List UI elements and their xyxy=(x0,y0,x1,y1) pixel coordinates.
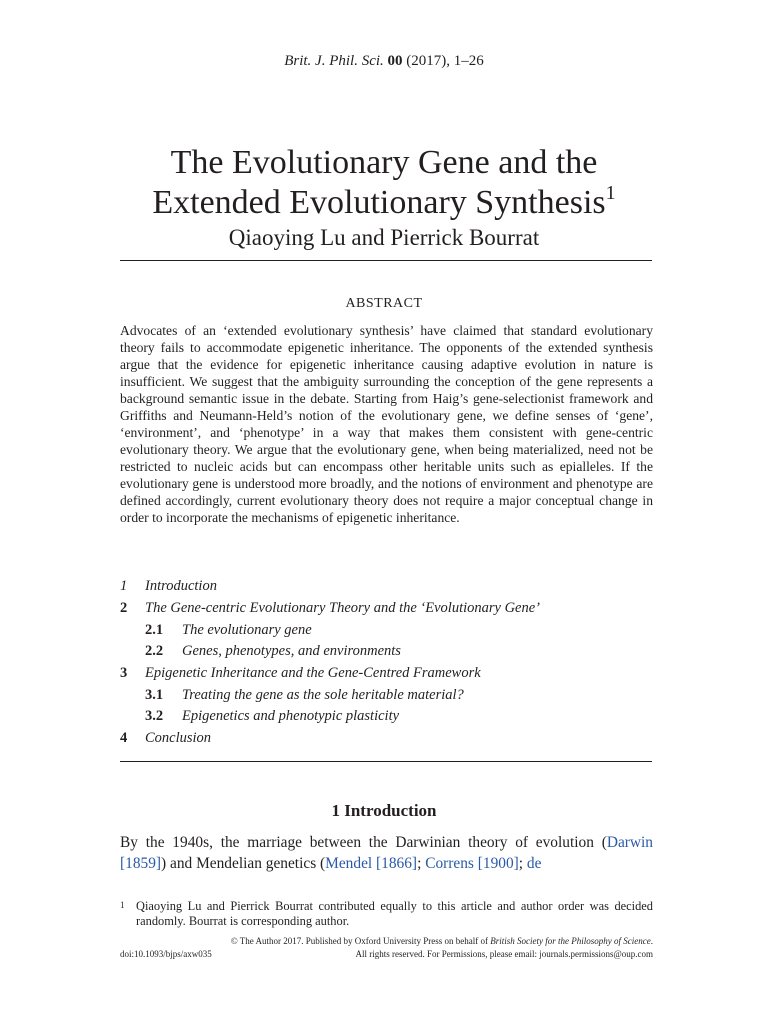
divider-top xyxy=(120,260,652,261)
toc-item-2[interactable] xyxy=(120,598,660,620)
toc-item-2-1[interactable] xyxy=(120,619,660,641)
title-line-1: The Evolutionary Gene and the xyxy=(170,144,598,181)
toc-label: Conclusion xyxy=(145,730,212,747)
paper-title xyxy=(0,143,768,223)
abstract-text: Advocates of an ‘extended evolutionary synthesis’ have claimed that standard evolutionary theory fails to accommodate epigenetic inheritance. The opponents of the extended synthesis argue that the evidence for epigenetic inheritance causing adaptive evolution in nature is insufficient. We suggest that the ambiguity surrounding the conception of the gene represents a background semantic issue in the debate. Starting from Haig’s gene-selectionist framework and Griffiths and Neumann-Held’s notion of the evolutionary gene, we define senses of ‘gene’, ‘environment’, and ‘phenotype’ in a way that makes them consistent with gene-centric evolutionary theory. We argue that the evolutionary gene, when being materialized, need not be restricted to nucleic acids but can encompass other heritable units such as epialleles. If the evolutionary gene is understood more broadly, and the notions of environment and phenotype are defined accordingly, current evolutionary theory does not require a major conceptual change in order to incorporate the mechanisms of epigenetic inheritance. xyxy=(120,323,653,525)
copyright-society: British Society for the Philosophy of Science xyxy=(490,936,651,946)
toc-label: Introduction xyxy=(145,578,217,595)
section-heading-introduction: 1 Introduction xyxy=(331,801,437,820)
toc-number: 2.2 xyxy=(145,643,164,660)
toc-item-1[interactable] xyxy=(120,576,660,598)
citation-de[interactable]: de xyxy=(526,855,542,872)
separator: ; xyxy=(417,855,426,872)
abstract-heading: ABSTRACT xyxy=(345,296,423,311)
title-line-2: Extended Evolutionary Synthesis xyxy=(152,184,606,221)
citation-darwin[interactable]: Darwin [1859] xyxy=(120,834,653,872)
authors: Qiaoying Lu and Pierrick Bourrat xyxy=(228,225,540,250)
toc-item-2-2[interactable] xyxy=(120,641,660,663)
paragraph-text: ) and Mendelian genetics ( xyxy=(161,855,326,872)
toc-item-4[interactable] xyxy=(120,728,660,750)
toc-number: 3 xyxy=(120,665,128,682)
toc-item-3[interactable] xyxy=(120,663,660,685)
journal-name: Brit. J. Phil. Sci. xyxy=(284,53,384,69)
toc-label: The Gene-centric Evolutionary Theory and the ‘Evolutionary Gene’ xyxy=(145,600,541,617)
toc-label: The evolutionary gene xyxy=(182,621,312,638)
footnote xyxy=(120,899,653,929)
toc-number: 4 xyxy=(120,730,128,747)
toc-item-3-1[interactable] xyxy=(120,684,660,706)
toc-label: Epigenetics and phenotypic plasticity xyxy=(182,708,400,725)
toc-label: Genes, phenotypes, and environments xyxy=(182,643,401,660)
toc-item-3-2[interactable] xyxy=(120,706,660,728)
separator: ; xyxy=(518,855,527,872)
journal-volume: 00 xyxy=(387,53,403,69)
toc-number: 3.2 xyxy=(145,708,164,725)
title-footnote-mark[interactable]: 1 xyxy=(605,182,616,204)
journal-pages: (2017), 1–26 xyxy=(406,53,484,69)
copyright-prefix: © The Author 2017. Published by Oxford University Press on behalf of xyxy=(230,936,491,946)
toc-number: 1 xyxy=(120,578,128,595)
citation-mendel[interactable]: Mendel [1866] xyxy=(325,855,418,872)
journal-reference xyxy=(0,53,768,70)
copyright-line xyxy=(0,936,653,946)
copyright-suffix: . xyxy=(650,936,653,946)
table-of-contents xyxy=(120,576,660,750)
toc-number: 3.1 xyxy=(145,686,164,703)
toc-label: Epigenetic Inheritance and the Gene-Centred Framework xyxy=(145,665,481,682)
citation-correns[interactable]: Correns [1900] xyxy=(425,855,519,872)
doi-line xyxy=(120,949,653,959)
toc-label: Treating the gene as the sole heritable material? xyxy=(182,686,464,703)
toc-number: 2.1 xyxy=(145,621,164,638)
introduction-paragraph xyxy=(120,832,653,874)
toc-number: 2 xyxy=(120,600,128,617)
footnote-mark: 1 xyxy=(120,900,125,910)
footnote-text: Qiaoying Lu and Pierrick Bourrat contributed equally to this article and author order was decided randomly. Bourrat is corresponding author. xyxy=(136,899,653,928)
doi[interactable]: doi:10.1093/bjps/axw035 xyxy=(120,949,212,959)
divider-bottom xyxy=(120,761,652,762)
rights-notice: All rights reserved. For Permissions, please email: journals.permissions@oup.com xyxy=(355,949,653,959)
paragraph-text: By the 1940s, the marriage between the Darwinian theory of evolution ( xyxy=(120,834,607,851)
